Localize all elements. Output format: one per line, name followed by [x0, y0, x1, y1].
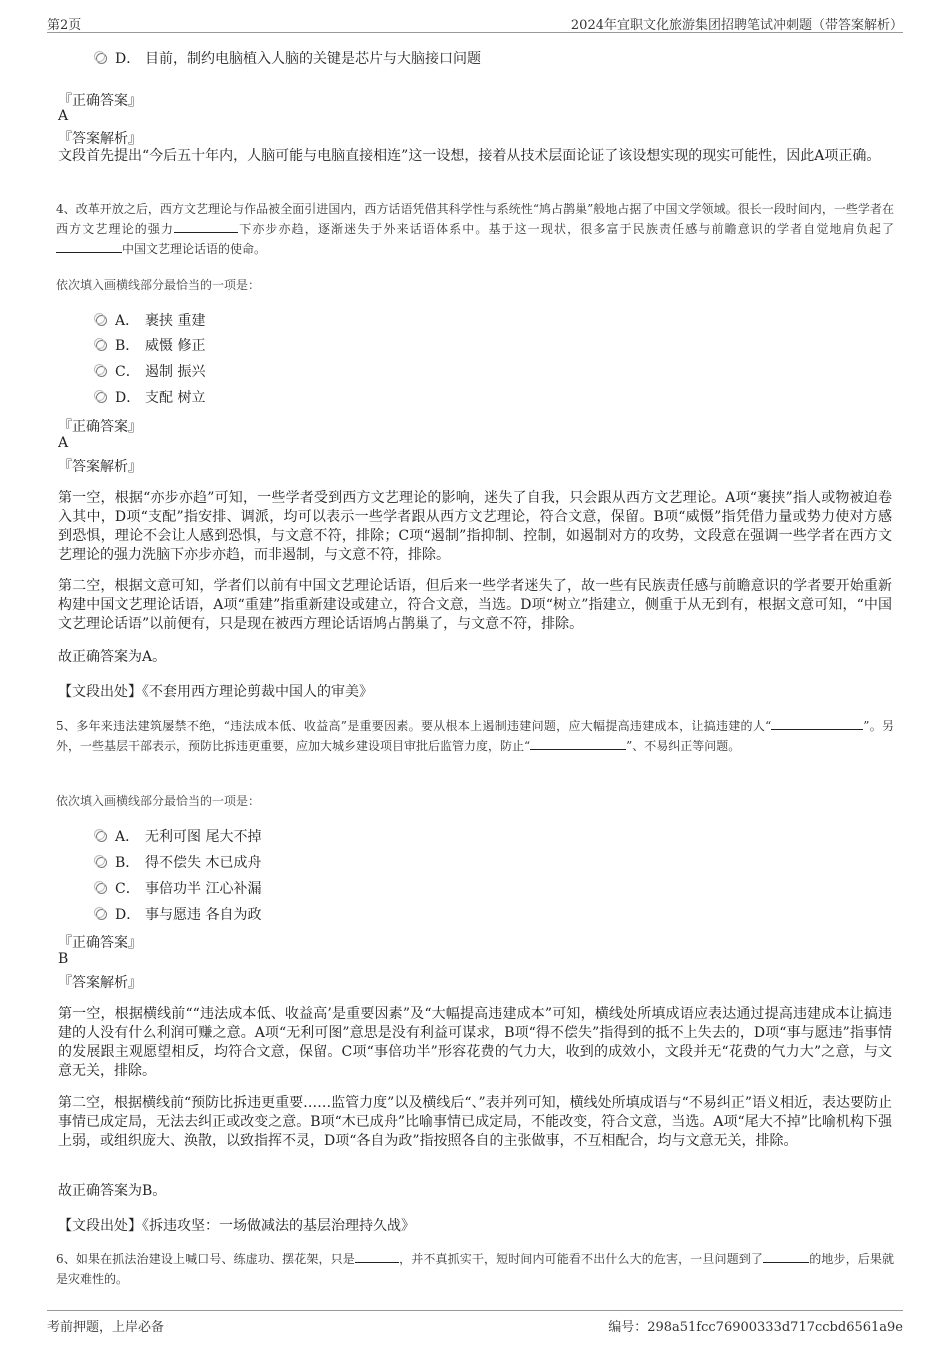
q4-instruction: 依次填入画横线部分最恰当的一项是：: [56, 278, 261, 292]
q4-analysis-p1: 第一空，根据“亦步亦趋”可知，一些学者受到西方文艺理论的影响，迷失了自我，只会跟从西方文艺理论。A项“裹挟”指人或物被迫卷入其中，D项“支配”指安排、调派，均可以表示一些学者跟从西方文艺理论，符合文意，保留。B项“威慑”指凭借力量或势力使对方感到恐惧，理论不会让人感到恐惧，与文意不符，排除；C项“遏制”指抑制、控制，如遏制对方的攻势，文段意在强调一些学者在西方文艺理论的强力洗脑下亦步亦趋，而非遏制，与文意不符，排除。: [58, 490, 892, 563]
radio-icon[interactable]: [96, 315, 107, 326]
q4-answer-label: 『正确答案』: [58, 419, 142, 435]
q5-stem: 5、多年来违法建筑屡禁不绝，“违法成本低、收益高”是重要因素。要从根本上遏制违建问题，应大幅提高违建成本，让搞违建的人“ ”。另外，一些基层干部表示，预防比拆违更重要，应加大城乡建设项目审批后监管力度，防止“ ”、不易纠正等问题。: [56, 719, 895, 753]
q4-source: 【文段出处】《不套用西方理论剪裁中国人的审美》: [58, 684, 373, 700]
q5-source: 【文段出处】《拆违攻坚：一场做减法的基层治理持久战》: [58, 1218, 415, 1234]
q5-option-d[interactable]: D． 事与愿违 各自为政: [96, 904, 261, 924]
q5-conclusion: 故正确答案为B。: [58, 1183, 167, 1199]
radio-icon[interactable]: [96, 53, 107, 64]
q4-option-b[interactable]: B． 威慑 修正: [96, 335, 205, 355]
page-number: 第2页: [47, 18, 82, 33]
q5-answer: B: [58, 951, 69, 967]
q5-answer-label: 『正确答案』: [58, 935, 142, 951]
q6-stem: 6、如果在抓法治建设上喊口号、练虚功、摆花架，只是 ，并不真抓实干，短时间内可能看不出什么大的危害，一旦问题到了 的地步，后果就是灾难性的。: [56, 1252, 894, 1286]
radio-icon[interactable]: [96, 909, 107, 920]
footer-slogan: 考前押题，上岸必备: [47, 1320, 165, 1335]
q5-instruction: 依次填入画横线部分最恰当的一项是：: [56, 794, 261, 808]
q5-analysis-label: 『答案解析』: [58, 975, 142, 991]
radio-icon[interactable]: [96, 392, 107, 403]
q5-analysis-p1: 第一空，根据横线前““违法成本低、收益高’是重要因素”及“大幅提高违建成本”可知，横线处所填成语应表达通过提高违建成本让搞违建的人没有什么利润可赚之意。A项“无利可图”意思是没有利益可谋求，B项“得不偿失”指得到的抵不上失去的，D项“事与愿违”指事情的发展跟主观愿望相反，均符合文意，保留。C项“事倍功半”形容花费的气力大，收到的成效小，文段并无“花费的气力大”之意，与文意无关，排除。: [58, 1006, 892, 1079]
q4-option-a[interactable]: A． 裹挟 重建: [96, 310, 205, 330]
radio-icon[interactable]: [96, 831, 107, 842]
document-title: 2024年宜职文化旅游集团招聘笔试冲刺题（带答案解析）: [570, 18, 903, 33]
q4-stem: 4、改革开放之后，西方文艺理论与作品被全面引进国内，西方话语凭借其科学性与系统性“鸠占鹊巢”般地占据了中国文学领域。很长一段时间内，一些学者在西方文艺理论的强力 下亦步亦趋，逐渐迷失于外来话语体系中。基于这一现状，很多富于民族责任感与前瞻意识的学者自觉地肩负起了中国文艺理论话语的使命。: [56, 202, 894, 256]
radio-icon[interactable]: [96, 883, 107, 894]
blank: [355, 1250, 399, 1263]
q3-analysis: 文段首先提出“今后五十年内，人脑可能与电脑直接相连”这一设想，接着从技术层面论证了该设想实现的现实可能性，因此A项正确。: [58, 148, 881, 164]
document-id: 编号：298a51fcc76900333d717ccbd6561a9e: [608, 1320, 903, 1335]
q3-answer: A: [58, 108, 69, 124]
q5-analysis-p2: 第二空，根据横线前“预防比拆违更重要……监管力度”以及横线后“、”表并列可知，横线处所填成语与“不易纠正”语义相近，表达要防止事情已成定局，无法去纠正或改变之意。B项“木已成舟”比喻事情已成定局，不能改变，符合文意，当选。A项“尾大不掉”比喻机构下强上弱，或组织庞大、涣散，以致指挥不灵，D项“各自为政”指按照各自的主张做事，不互相配合，均与文意无关，排除。: [58, 1095, 892, 1149]
blank: [763, 1250, 809, 1263]
page-header: [47, 12, 903, 33]
blank: [56, 240, 122, 253]
q5-option-a[interactable]: A． 无利可图 尾大不掉: [96, 826, 261, 846]
radio-icon[interactable]: [96, 366, 107, 377]
q4-option-d[interactable]: D． 支配 树立: [96, 387, 205, 407]
blank: [530, 737, 626, 750]
q4-answer: A: [58, 435, 69, 451]
q5-option-c[interactable]: C． 事倍功半 江心补漏: [96, 878, 261, 898]
q4-analysis-p2: 第二空，根据文意可知，学者们以前有中国文艺理论话语，但后来一些学者迷失了，故一些有民族责任感与前瞻意识的学者要开始重新构建中国文艺理论话语，A项“重建”指重新建设或建立，符合文意，当选。D项“树立”指建立，侧重于从无到有，根据文意可知，“中国文艺理论话语”以前便有，只是现在被西方理论话语鸠占鹊巢了，与文意不符，排除。: [58, 578, 892, 632]
radio-icon[interactable]: [96, 857, 107, 868]
radio-icon[interactable]: [96, 340, 107, 351]
q3-option-d[interactable]: D． 目前，制约电脑植入人脑的关键是芯片与大脑接口问题: [96, 48, 481, 68]
q4-analysis-label: 『答案解析』: [58, 459, 142, 475]
q3-answer-label: 『正确答案』: [58, 93, 142, 109]
q4-option-c[interactable]: C． 遏制 振兴: [96, 361, 205, 381]
q5-option-b[interactable]: B． 得不偿失 木已成舟: [96, 852, 261, 872]
q3-analysis-label: 『答案解析』: [58, 131, 142, 147]
blank: [174, 220, 238, 233]
page-footer: [47, 1310, 903, 1335]
q4-conclusion: 故正确答案为A。: [58, 649, 167, 665]
blank: [771, 717, 863, 730]
